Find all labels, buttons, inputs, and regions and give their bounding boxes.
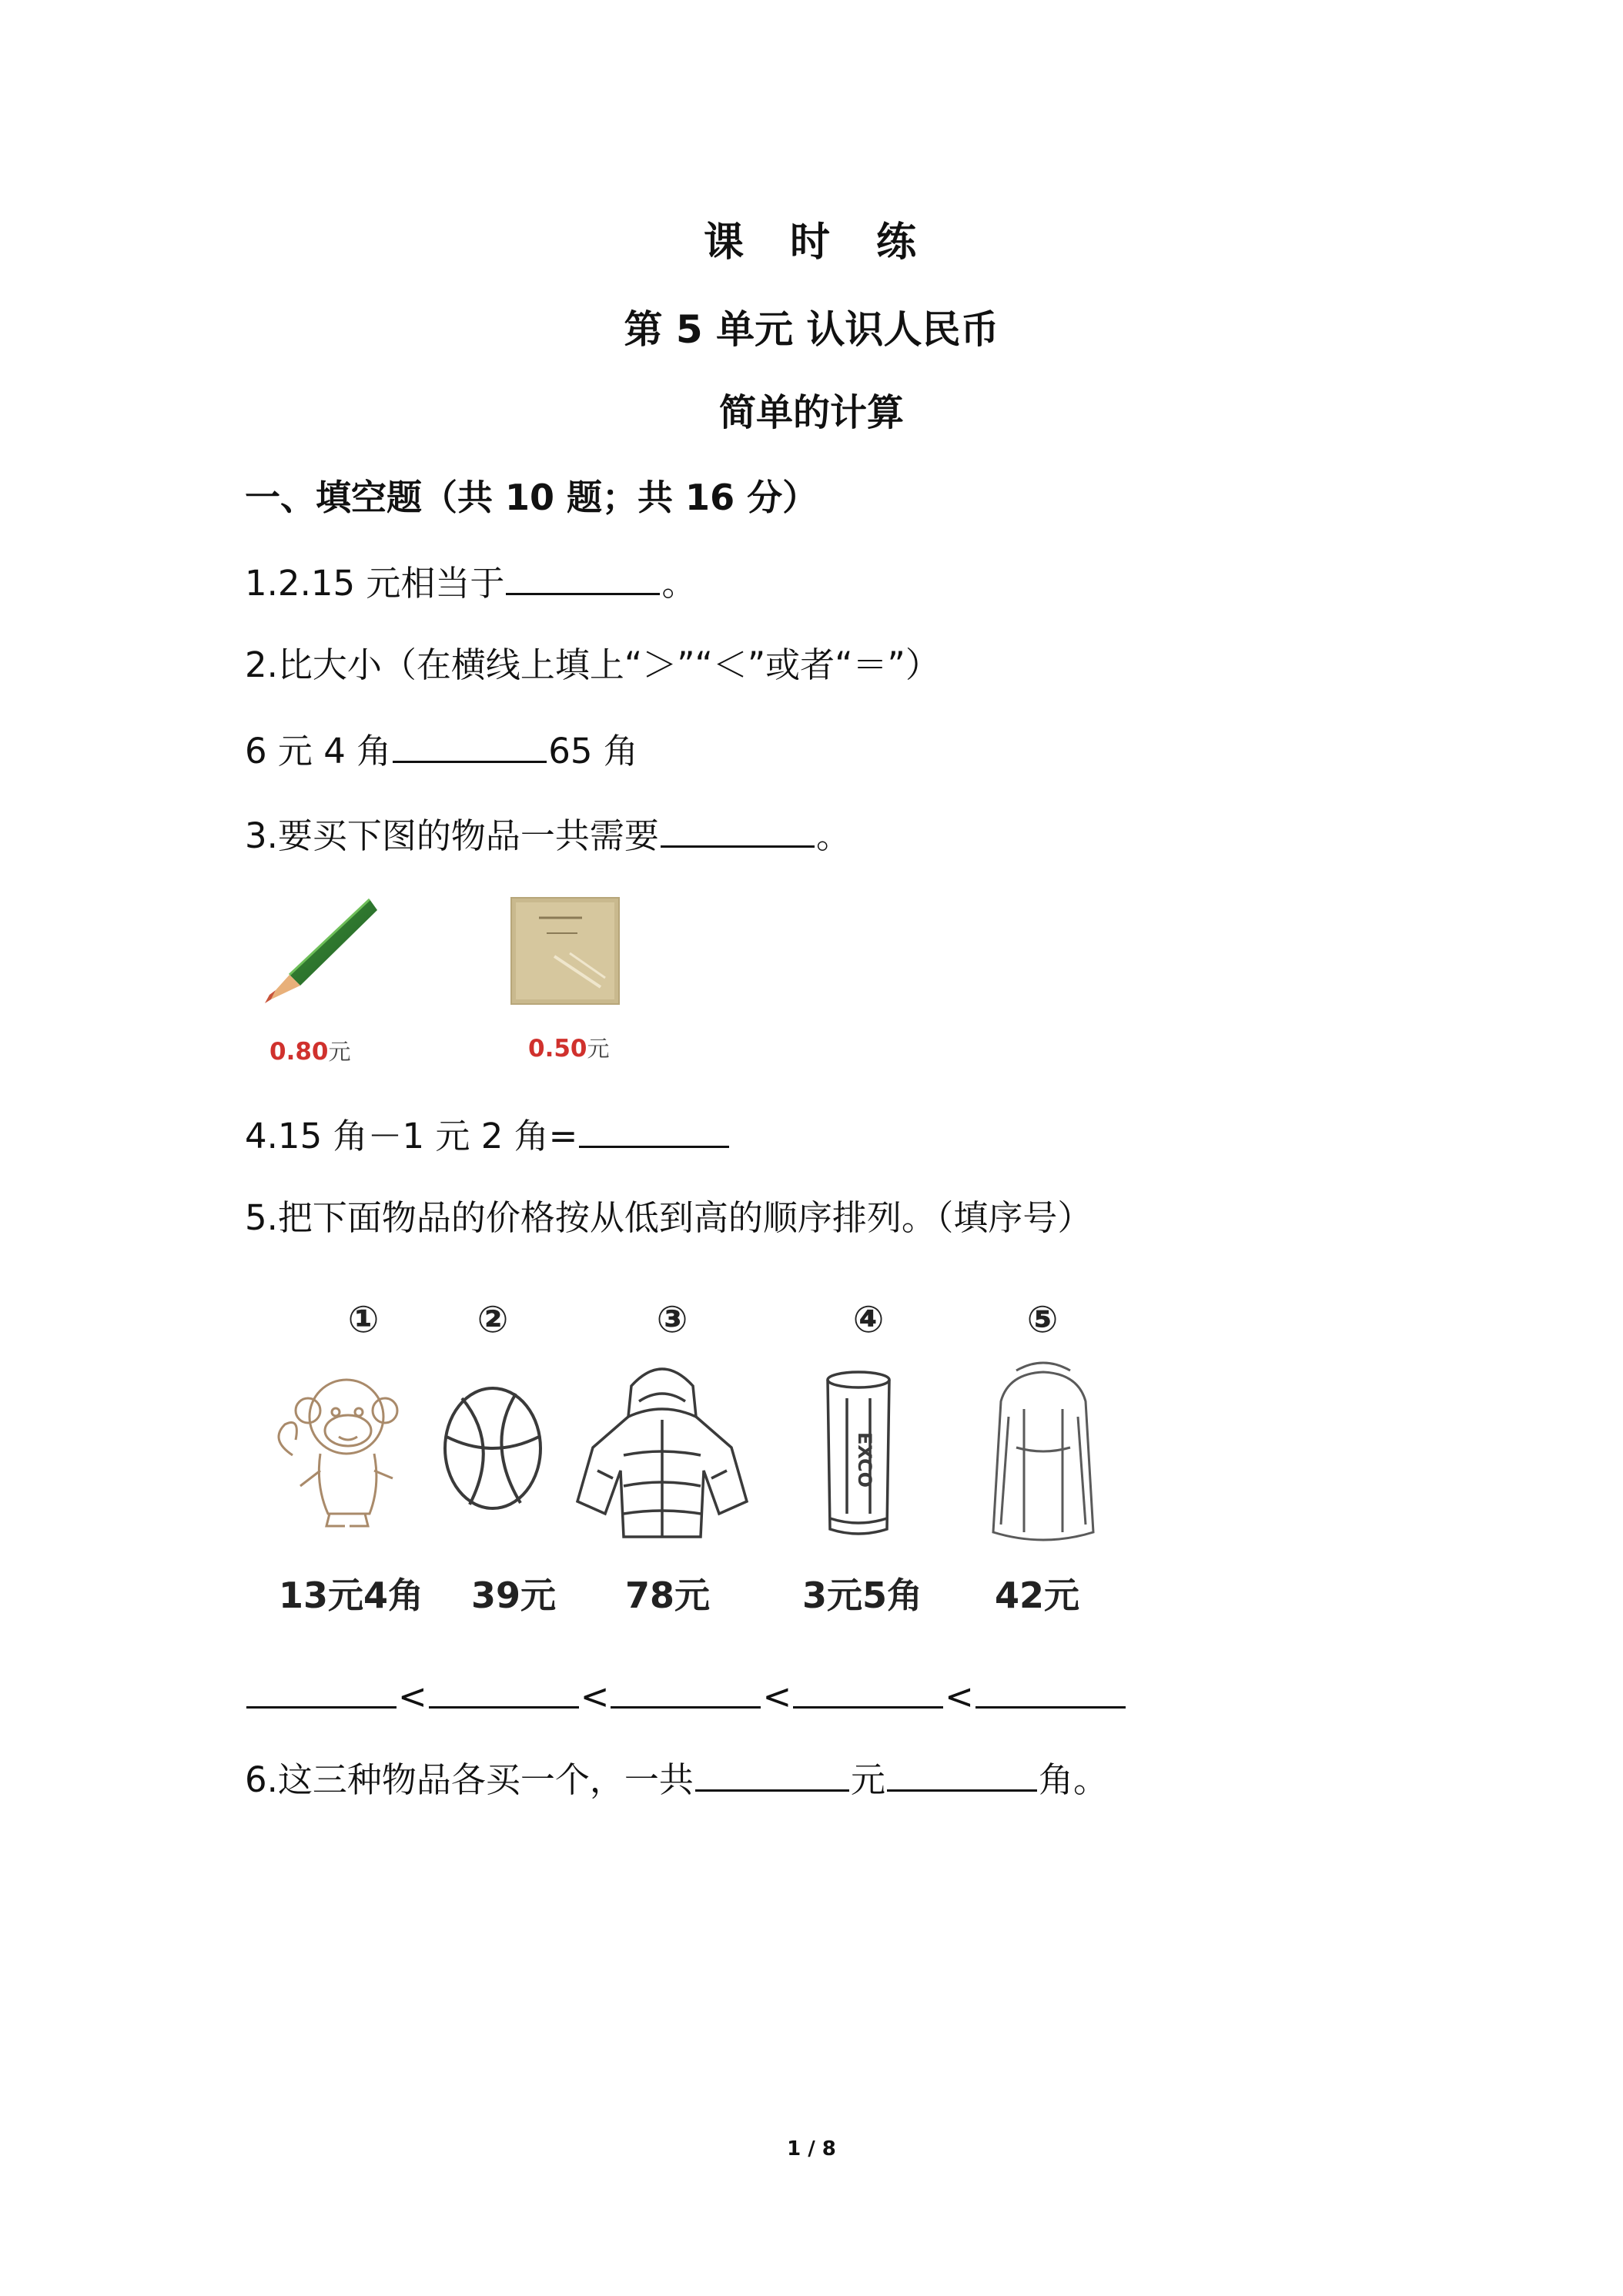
can-icon [816, 1367, 901, 1545]
section-heading: 一、填空题（共 10 题；共 16 分） [245, 477, 818, 518]
item-number-4: ④ [852, 1298, 885, 1341]
item-price-2: 39元 [471, 1575, 557, 1616]
answer-blank[interactable] [975, 1672, 1126, 1709]
item-number-3: ③ [656, 1298, 688, 1341]
answer-blank[interactable] [506, 559, 660, 595]
question-4 [245, 1112, 731, 1160]
item-number-1: ① [347, 1298, 380, 1341]
monkey-toy-icon [262, 1363, 416, 1532]
question-3-text: 3.要买下图的物品一共需要 [245, 815, 659, 856]
less-than-sign: < [762, 1676, 792, 1717]
item-price-1: 13元4角 [279, 1575, 424, 1616]
question-6-end: 角。 [1038, 1759, 1108, 1800]
item-number-2: ② [477, 1298, 509, 1341]
question-1-end: 。 [661, 563, 697, 604]
answer-blank[interactable] [429, 1672, 579, 1709]
answer-blank[interactable] [793, 1672, 943, 1709]
answer-blank[interactable] [611, 1672, 761, 1709]
pencil-price: 0.80元 [269, 1038, 351, 1066]
item-number-5: ⑤ [1026, 1298, 1059, 1341]
less-than-sign: < [580, 1676, 610, 1717]
notebook-price: 0.50元 [528, 1035, 610, 1063]
pencil-icon [254, 893, 377, 1016]
question-3-end: 。 [815, 815, 851, 856]
ordering-row [245, 1672, 1127, 1720]
backpack-icon [978, 1355, 1109, 1555]
question-1-text: 1.2.15 元相当于 [245, 563, 505, 604]
question-4-text: 4.15 角－1 元 2 角= [245, 1116, 578, 1156]
answer-blank[interactable] [393, 727, 547, 763]
question-6 [245, 1755, 1108, 1803]
question-2-compare [245, 727, 638, 775]
answer-blank[interactable] [579, 1112, 729, 1148]
lesson-title: 简单的计算 [718, 391, 904, 434]
jacket-icon [570, 1355, 755, 1548]
less-than-sign: < [945, 1676, 974, 1717]
item-price-3: 78元 [625, 1575, 711, 1616]
answer-blank[interactable] [246, 1672, 397, 1709]
less-than-sign: < [398, 1676, 427, 1717]
question-3 [245, 812, 851, 859]
question-1 [245, 559, 696, 607]
unit-title: 第 5 单元 认识人民币 [624, 307, 999, 352]
basketball-icon [439, 1383, 547, 1514]
item-price-4: 3元5角 [802, 1575, 923, 1616]
compare-left: 6 元 4 角 [245, 731, 392, 771]
answer-blank[interactable] [661, 812, 815, 848]
answer-blank[interactable] [695, 1755, 849, 1792]
question-6-text: 6.这三种物品各买一个，一共 [245, 1759, 694, 1800]
question-5-prompt: 5.把下面物品的价格按从低到高的顺序排列。（填序号） [245, 1197, 1093, 1238]
answer-blank[interactable] [887, 1755, 1037, 1792]
compare-right: 65 角 [548, 731, 638, 771]
question-2-prompt: 2.比大小（在横线上填上“＞”“＜”或者“＝”） [245, 644, 940, 685]
yuan-unit: 元 [850, 1759, 885, 1800]
page-title: 课 时 练 [703, 219, 919, 266]
svg-text:EXCO: EXCO [854, 1431, 875, 1488]
notebook-icon [508, 895, 624, 1010]
item-price-5: 42元 [995, 1575, 1080, 1616]
page-number: 1 / 8 [787, 2137, 836, 2160]
